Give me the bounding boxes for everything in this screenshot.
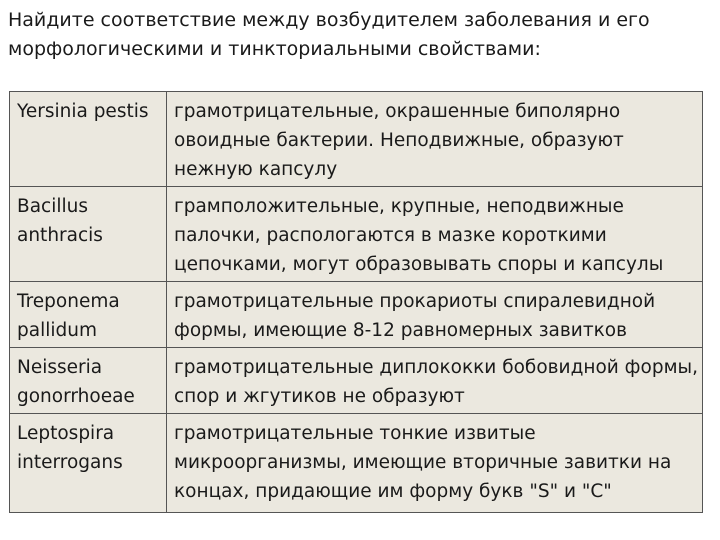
table-row	[10, 92, 703, 187]
page-title: Найдите соответствие между возбудителем заболевания и его морфологическими и тинкториальными свойствами:	[8, 9, 650, 60]
pathogen-description: грамотрицательные прокариоты спиралевидной формы, имеющие 8-12 равномерных завитков	[167, 282, 703, 348]
pathogen-description: грамотрицательные диплококки бобовидной формы, спор и жгутиков не образуют	[167, 348, 703, 414]
pathogen-name: Leptospira interrogans	[10, 414, 167, 513]
pathogen-description: грамотрицательные, окрашенные биполярно овоидные бактерии. Неподвижные, образуют нежную капсулу	[167, 92, 703, 187]
table-row	[10, 414, 703, 513]
pathogen-name: Neisseria gonorrhoeae	[10, 348, 167, 414]
table-row	[10, 348, 703, 414]
pathogen-name: Treponema pallidum	[10, 282, 167, 348]
table-row	[10, 282, 703, 348]
pathogen-description: грамотрицательные тонкие извитые микроорганизмы, имеющие вторичные завитки на концах, придающие им форму букв "S" и "C"	[167, 414, 703, 513]
matching-table	[9, 91, 703, 513]
pathogen-description: грамположительные, крупные, неподвижные палочки, распологаются в мазке короткими цепочками, могут образовывать споры и капсулы	[167, 187, 703, 282]
pathogen-name: Bacillus anthracis	[10, 187, 167, 282]
table-row	[10, 187, 703, 282]
pathogen-name: Yersinia pestis	[10, 92, 167, 187]
